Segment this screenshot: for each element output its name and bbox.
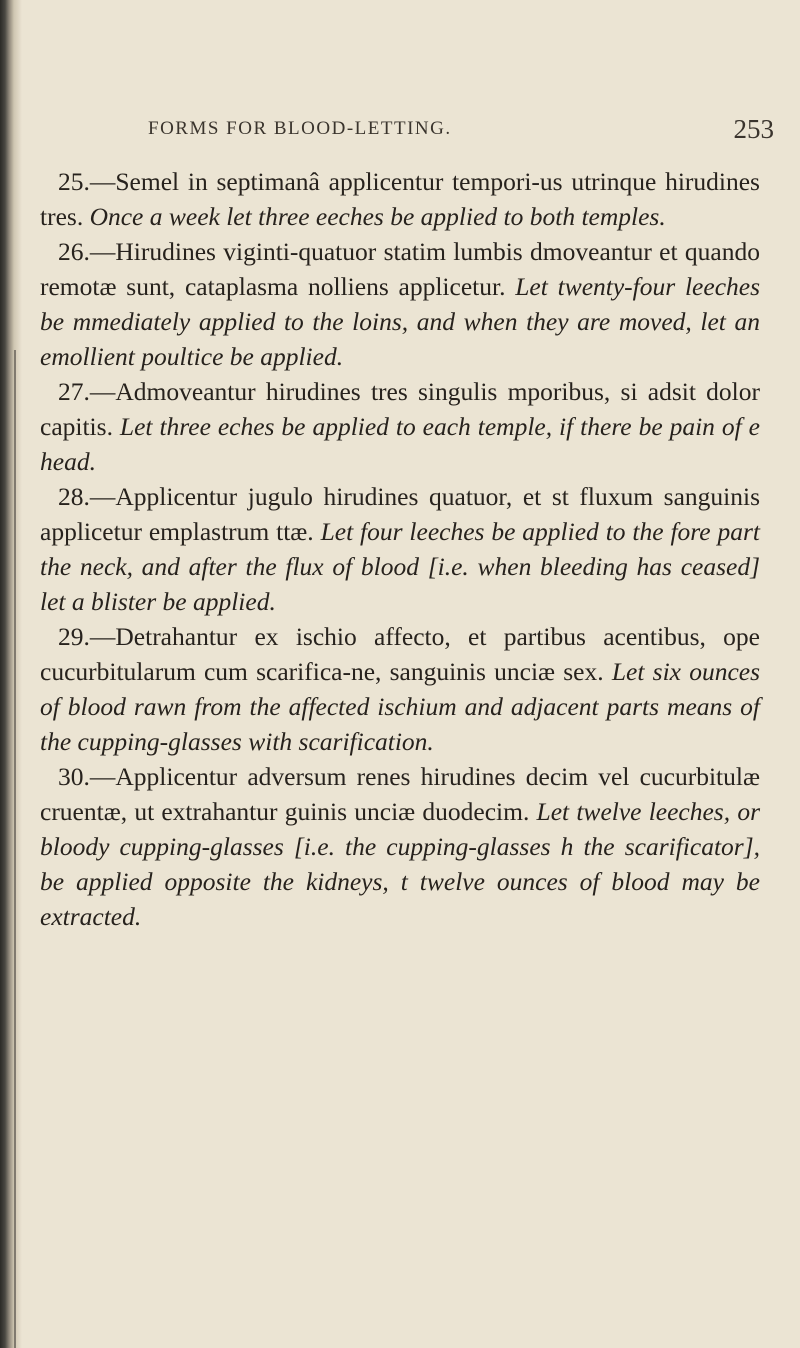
running-head [40, 114, 780, 148]
formula-number: 26. [58, 237, 90, 266]
english-translation: Let six ounces of blood rawn from the affected ischium and adjacent parts means of the cupping-glasses with scarification. [40, 657, 761, 756]
latin-text: —Hirudines viginti-quatuor statim lumbis dmoveantur et quando remotæ sunt, cataplasma nolliens applicetur. [40, 237, 760, 301]
latin-text: —Detrahantur ex ischio affecto, et partibus acentibus, ope cucurbitularum cum scarifica-ne, sanguinis unciæ sex. [40, 622, 760, 686]
formula-number: 27. [58, 377, 90, 406]
running-title: FORMS FOR BLOOD-LETTING. [148, 118, 452, 139]
latin-text: —Semel in septimanâ applicentur tempori-us utrinque hirudines tres. [40, 167, 760, 231]
book-binding-edge [0, 0, 22, 1348]
english-translation: Let three eches be applied to each temple, if there be pain of e head. [40, 412, 760, 476]
english-translation: Let twenty-four leeches be mmediately applied to the loins, and when they are moved, let an emollient poultice be applied. [40, 272, 761, 371]
english-translation: Once a week let three eeches be applied to both temples. [89, 202, 666, 231]
latin-text: —Admoveantur hirudines tres singulis mporibus, si adsit dolor capitis. [40, 377, 760, 441]
latin-text: —Applicentur jugulo hirudines quatuor, et st fluxum sanguinis applicetur emplastrum ttæ. [40, 482, 760, 546]
formula-26 [40, 234, 760, 374]
formula-29 [40, 619, 760, 759]
binding-shadow-line [14, 350, 16, 1348]
formula-number: 25. [58, 167, 90, 196]
latin-text: —Applicentur adversum renes hirudines decim vel cucurbitulæ cruentæ, ut extrahantur guinis unciæ duodecim. [40, 762, 760, 826]
english-translation: Let twelve leeches, or bloody cupping-glasses [i.e. the cupping-glasses h the scarificator], be applied opposite the kidneys, t twelve ounces of blood may be extracted. [40, 797, 760, 931]
book-page [40, 0, 780, 1348]
english-translation: Let four leeches be applied to the fore part the neck, and after the flux of blood [i.e. when bleeding has ceased] let a blister be applied. [40, 517, 760, 616]
formula-28 [40, 479, 760, 619]
body-text [40, 164, 760, 934]
formula-27 [40, 374, 760, 479]
formula-30 [40, 759, 760, 934]
formula-number: 28. [58, 482, 90, 511]
formula-number: 30. [58, 762, 90, 791]
formula-25 [40, 164, 760, 234]
formula-number: 29. [58, 622, 90, 651]
page-number: 253 [733, 114, 774, 144]
